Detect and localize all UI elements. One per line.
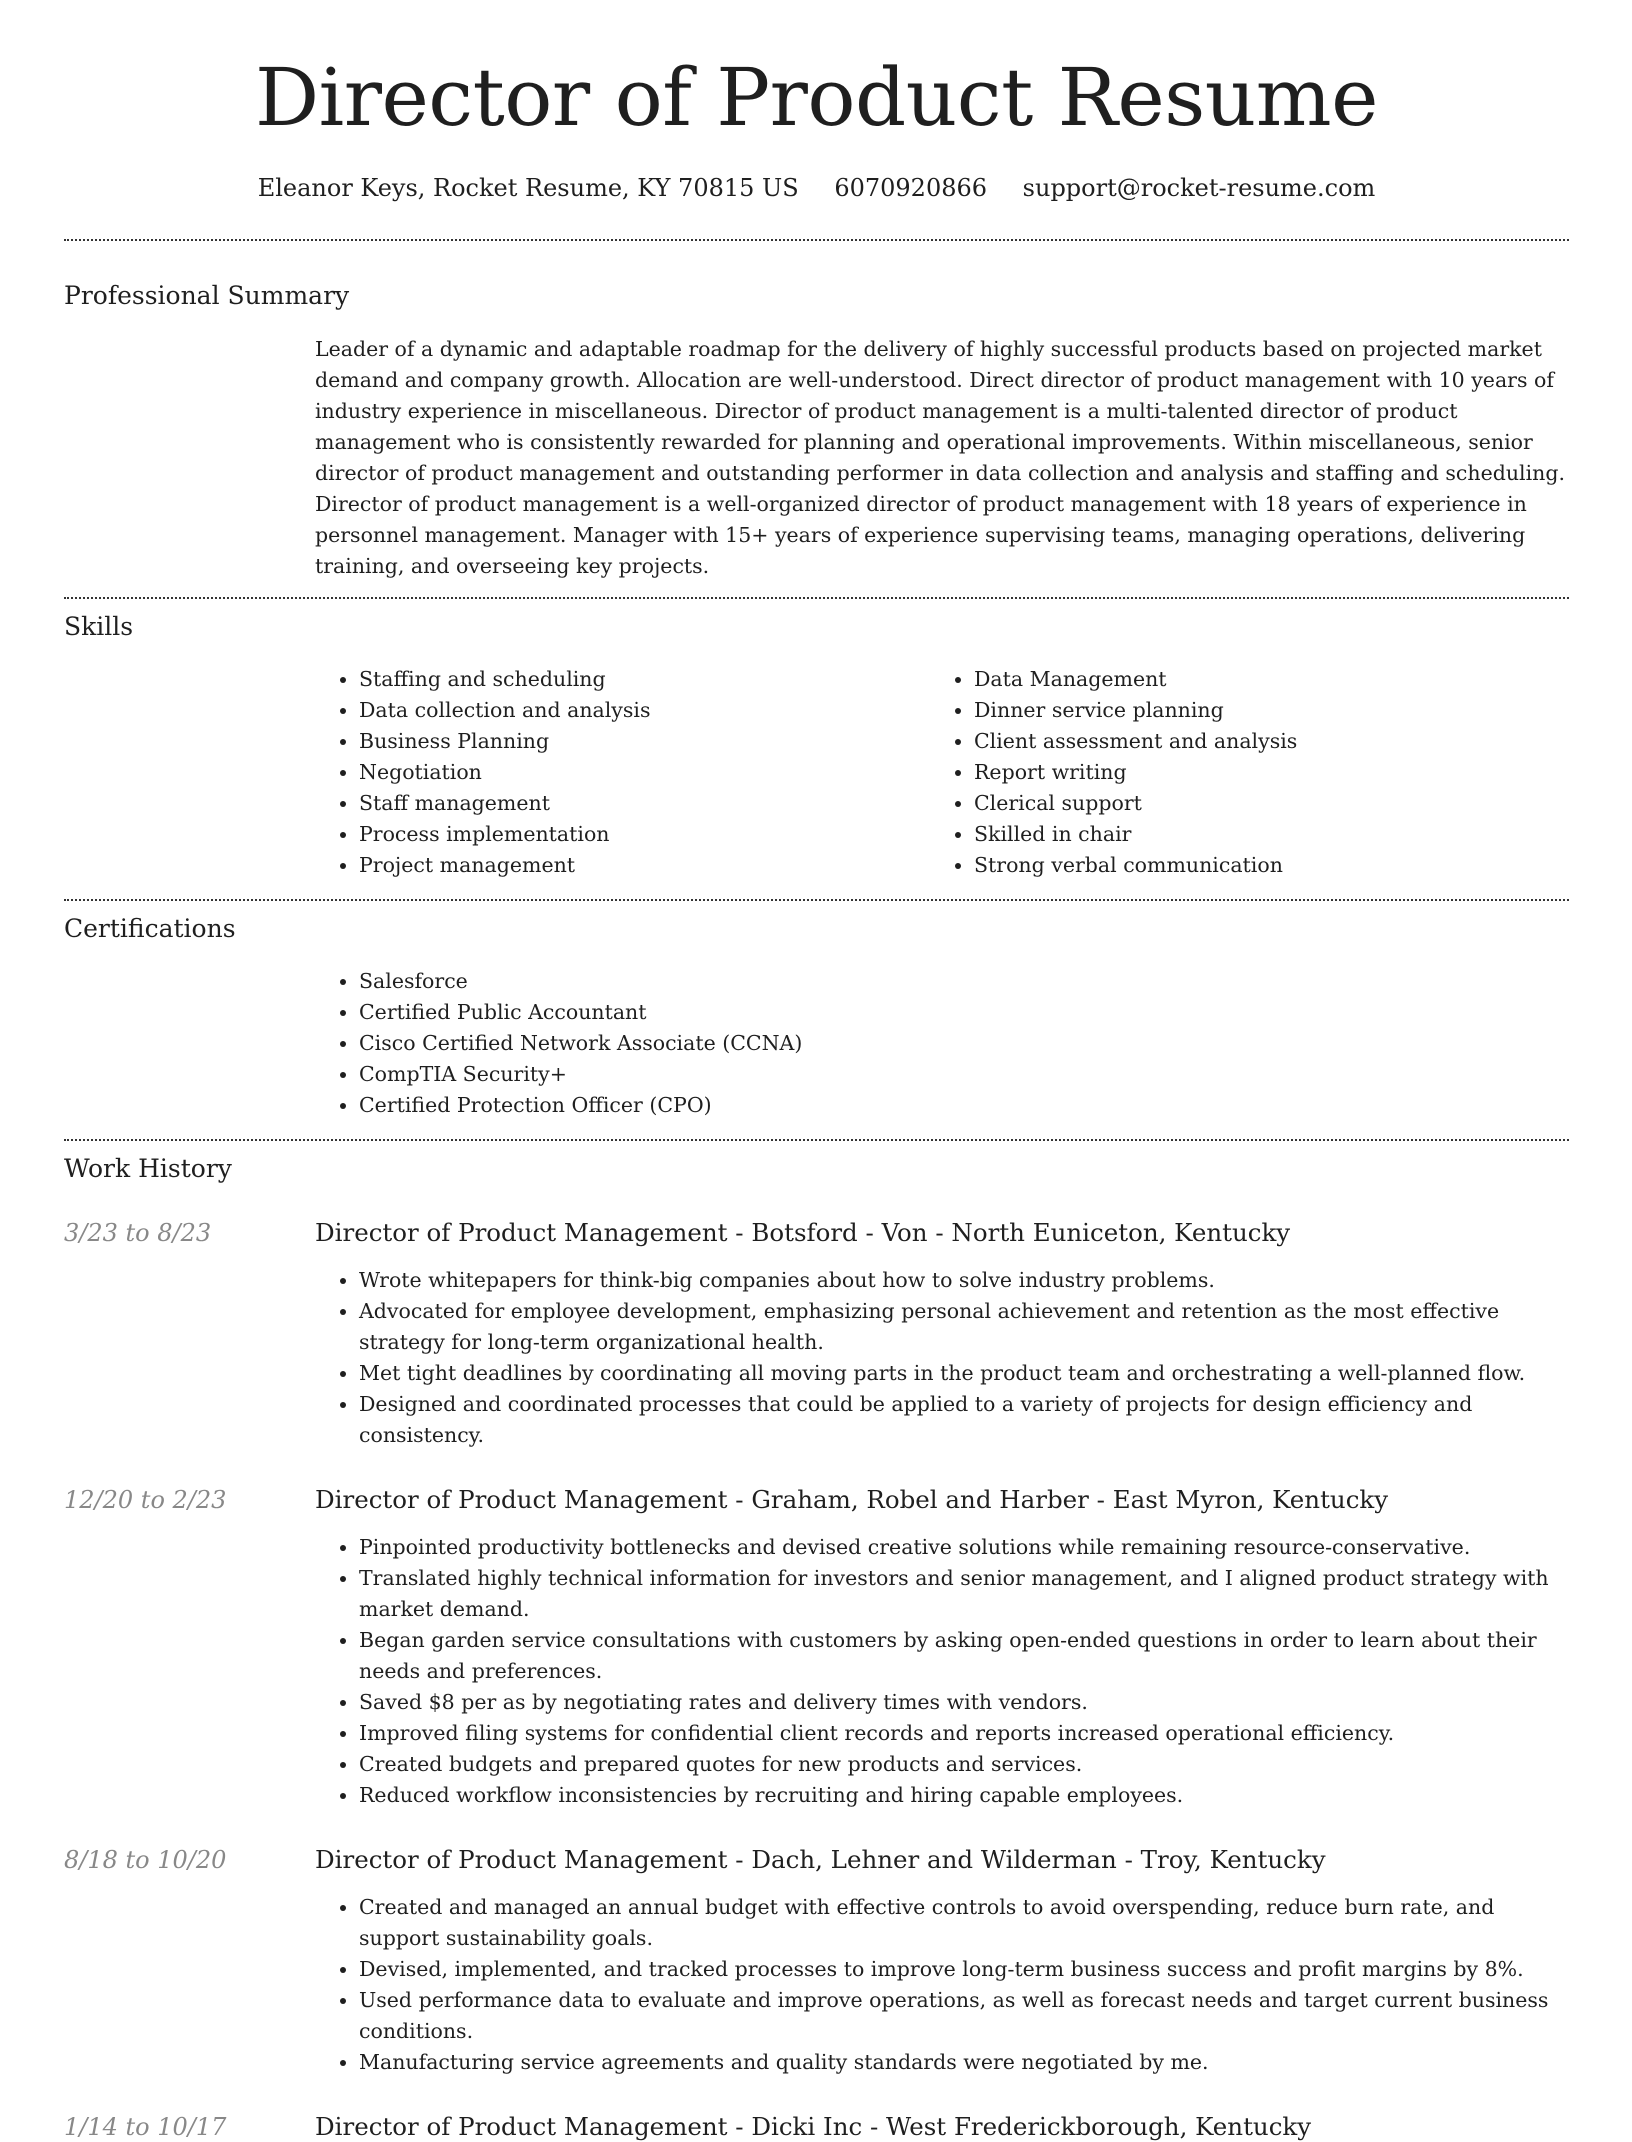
skill-item: • Client assessment and analysis <box>974 726 1545 757</box>
skill-item: • Skilled in chair <box>974 819 1545 850</box>
job-bullets <box>315 1532 1569 1811</box>
skills-column-right <box>930 664 1545 881</box>
work-history-section <box>64 1154 1569 2142</box>
job-entry <box>64 1218 1569 1451</box>
skills-section <box>64 612 1569 881</box>
job-details <box>315 1485 1569 1811</box>
skills-column-left <box>315 664 930 881</box>
job-bullet: • Designed and coordinated processes that could be applied to a variety of projects for design efficiency and consistency. <box>359 1389 1569 1451</box>
skill-item: • Negotiation <box>359 757 930 788</box>
job-bullet: • Improved filing systems for confidential client records and reports increased operational efficiency. <box>359 1718 1569 1749</box>
job-title: Director of Product Management - Dicki Inc - West Frederickborough, Kentucky <box>315 2111 1312 2141</box>
job-bullet: • Reduced workflow inconsistencies by recruiting and hiring capable employees. <box>359 1780 1569 1811</box>
skill-item: • Dinner service planning <box>974 695 1545 726</box>
skill-item: • Process implementation <box>359 819 930 850</box>
job-bullet: • Created and managed an annual budget with effective controls to avoid overspending, reduce burn rate, and support sustainability goals. <box>359 1892 1569 1954</box>
certification-list <box>315 966 1569 1121</box>
job-entry <box>64 1485 1569 1811</box>
job-bullet: • Pinpointed productivity bottlenecks and devised creative solutions while remaining resource-conservative. <box>359 1532 1569 1563</box>
resume-title: Director of Product Resume <box>254 51 1378 144</box>
job-entry <box>64 1845 1569 2078</box>
summary-section <box>64 281 1569 582</box>
certifications-section <box>64 914 1569 1121</box>
job-bullet: • Met tight deadlines by coordinating all moving parts in the product team and orchestrating a well-planned flow. <box>359 1358 1569 1389</box>
job-bullet: • Translated highly technical information for investors and senior management, and I aligned product strategy with market demand. <box>359 1563 1569 1625</box>
section-heading-work-history: Work History <box>64 1153 232 1183</box>
contact-line <box>64 174 1569 203</box>
job-bullet: • Saved $8 per as by negotiating rates and delivery times with vendors. <box>359 1687 1569 1718</box>
job-bullet: • Manufacturing service agreements and quality standards were negotiated by me. <box>359 2047 1569 2078</box>
divider <box>64 597 1569 599</box>
contact-email: support@rocket-resume.com <box>1022 174 1376 202</box>
skill-list <box>930 664 1545 881</box>
job-details <box>315 1845 1569 2078</box>
certification-item: • Cisco Certified Network Associate (CCNA) <box>359 1028 1569 1059</box>
skill-item: • Clerical support <box>974 788 1545 819</box>
job-entry <box>64 2112 1569 2142</box>
certification-item: • Certified Public Accountant <box>359 997 1569 1028</box>
job-dates: 8/18 to 10/20 <box>64 1845 227 1874</box>
resume-page <box>64 0 1569 2142</box>
skill-item: • Staffing and scheduling <box>359 664 930 695</box>
certification-item: • Salesforce <box>359 966 1569 997</box>
job-bullet: • Wrote whitepapers for think-big companies about how to solve industry problems. <box>359 1265 1569 1296</box>
contact-address: Eleanor Keys, Rocket Resume, KY 70815 US <box>257 174 799 202</box>
summary-body <box>315 334 1569 582</box>
jobs-list <box>64 1218 1569 2142</box>
job-bullets <box>315 1892 1569 2078</box>
job-title: Director of Product Management - Graham, Robel and Harber - East Myron, Kentucky <box>315 1484 1389 1514</box>
skill-item: • Report writing <box>974 757 1545 788</box>
skills-grid <box>315 664 1569 881</box>
job-details <box>315 1218 1569 1451</box>
divider <box>64 1139 1569 1141</box>
certification-item: • Certified Protection Officer (CPO) <box>359 1090 1569 1121</box>
summary-text: Leader of a dynamic and adaptable roadmap for the delivery of highly successful products based on projected market demand and company growth. Allocation are well-understood. Direct director of product management with 10 years of industry experience in miscellaneous. Director of product management is a multi-talented director of product management who is consistently rewarded for planning and operational improvements. Within miscellaneous, senior director of product management and outstanding performer in data collection and analysis and staffing and scheduling. Director of product management is a well-organized director of product management with 18 years of experience in personnel management. Manager with 15+ years of experience supervising teams, managing operations, delivering training, and overseeing key projects. <box>315 336 1565 578</box>
section-heading-summary: Professional Summary <box>64 280 350 310</box>
certifications-body <box>315 966 1569 1121</box>
divider <box>64 899 1569 901</box>
job-bullet: • Created budgets and prepared quotes for new products and services. <box>359 1749 1569 1780</box>
skill-list <box>315 664 930 881</box>
job-details <box>315 2112 1569 2142</box>
job-dates: 12/20 to 2/23 <box>64 1485 227 1514</box>
contact-phone: 6070920866 <box>834 174 988 202</box>
skill-item: • Project management <box>359 850 930 881</box>
job-dates: 1/14 to 10/17 <box>64 2112 227 2141</box>
certification-item: • CompTIA Security+ <box>359 1059 1569 1090</box>
divider <box>64 239 1569 241</box>
section-heading-skills: Skills <box>64 611 134 641</box>
skill-item: • Strong verbal communication <box>974 850 1545 881</box>
skill-item: • Business Planning <box>359 726 930 757</box>
job-bullet: • Used performance data to evaluate and improve operations, as well as forecast needs and target current business conditions. <box>359 1985 1569 2047</box>
job-dates: 3/23 to 8/23 <box>64 1218 212 1247</box>
skill-item: • Data Management <box>974 664 1545 695</box>
job-title: Director of Product Management - Botsford - Von - North Euniceton, Kentucky <box>315 1217 1291 1247</box>
job-bullet: • Advocated for employee development, emphasizing personal achievement and retention as the most effective strategy for long-term organizational health. <box>359 1296 1569 1358</box>
job-bullets <box>315 1265 1569 1451</box>
skill-item: • Staff management <box>359 788 930 819</box>
job-bullet: • Devised, implemented, and tracked processes to improve long-term business success and profit margins by 8%. <box>359 1954 1569 1985</box>
job-bullet: • Began garden service consultations with customers by asking open-ended questions in order to learn about their needs and preferences. <box>359 1625 1569 1687</box>
skill-item: • Data collection and analysis <box>359 695 930 726</box>
section-heading-certifications: Certifications <box>64 913 236 943</box>
job-title: Director of Product Management - Dach, Lehner and Wilderman - Troy, Kentucky <box>315 1844 1326 1874</box>
